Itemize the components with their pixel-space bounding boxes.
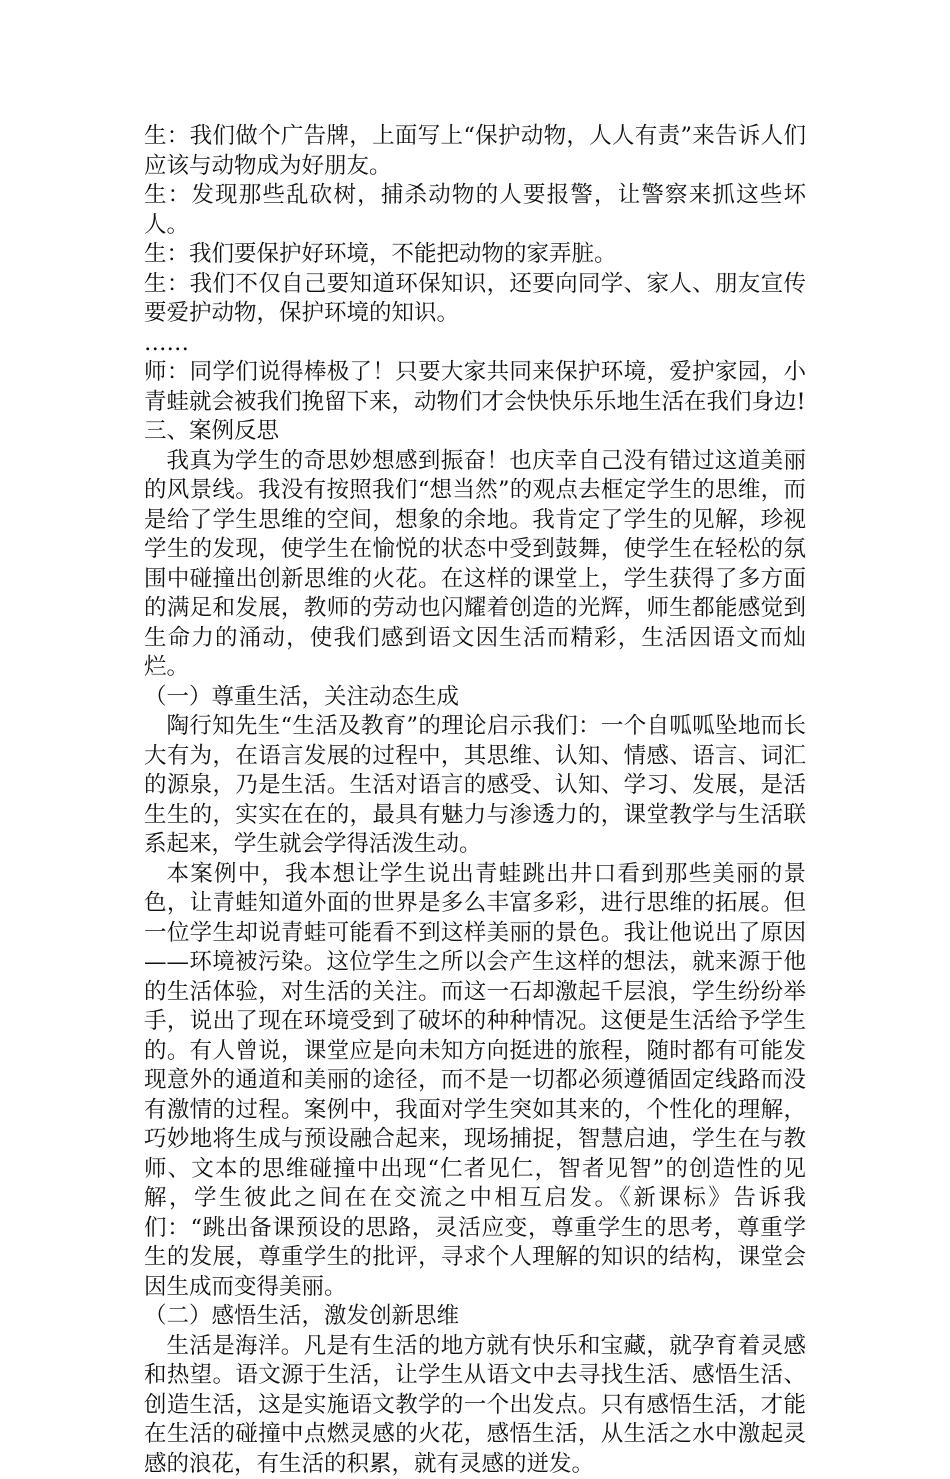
ellipsis-line: …… [144, 329, 806, 359]
document-page [144, 122, 806, 1479]
subsection-2-paragraph: 生活是海洋。凡是有生活的地方就有快乐和宝藏，就孕育着灵感和热望。语文源于生活，让学生从语文中去寻找生活、感悟生活、创造生活，这是实施语文教学的一个出发点。只有感悟生活，才能在生活的碰撞中点燃灵感的火花，感悟生活，从生活之水中激起灵感的浪花，有生活的积累，就有灵感的迸发。 [144, 1332, 806, 1479]
dialogue-line: 生：发现那些乱砍树，捕杀动物的人要报警，让警察来抓这些坏人。 [144, 181, 806, 240]
dialogue-line: 师：同学们说得棒极了！只要大家共同来保护环境，爱护家园，小青蛙就会被我们挽留下来，动物们才会快快乐乐地生活在我们身边! [144, 358, 806, 417]
subsection-heading-2: （二）感悟生活，激发创新思维 [144, 1302, 806, 1332]
section-heading: 三、案例反思 [144, 417, 806, 447]
reflection-paragraph: 我真为学生的奇思妙想感到振奋！也庆幸自己没有错过这道美丽的风景线。我没有按照我们“想当然”的观点去框定学生的思维，而是给了学生思维的空间，想象的余地。我肯定了学生的见解，珍视学生的发现，使学生在愉悦的状态中受到鼓舞，使学生在轻松的氛围中碰撞出创新思维的火花。在这样的课堂上，学生获得了多方面的满足和发展，教师的劳动也闪耀着创造的光辉，师生都能感觉到生命力的涌动，使我们感到语文因生活而精彩，生活因语文而灿烂。 [144, 447, 806, 683]
subsection-1-paragraph: 陶行知先生“生活及教育”的理论启示我们：一个自呱呱坠地而长大有为，在语言发展的过程中，其思维、认知、情感、语言、词汇的源泉，乃是生活。生活对语言的感受、认知、学习、发展，是活生生的，实实在在的，最具有魅力与渗透力的，课堂教学与生活联系起来，学生就会学得活泼生动。 [144, 712, 806, 860]
subsection-1-paragraph: 本案例中，我本想让学生说出青蛙跳出井口看到那些美丽的景色，让青蛙知道外面的世界是多么丰富多彩，进行思维的拓展。但一位学生却说青蛙可能看不到这样美丽的景色。我让他说出了原因——环境被污染。这位学生之所以会产生这样的想法，就来源于他的生活体验，对生活的关注。而这一石却激起千层浪，学生纷纷举手，说出了现在环境受到了破坏的种种情况。这便是生活给予学生的。有人曾说，课堂应是向未知方向挺进的旅程，随时都有可能发现意外的通道和美丽的途径，而不是一切都必须遵循固定线路而没有激情的过程。案例中，我面对学生突如其来的，个性化的理解，巧妙地将生成与预设融合起来，现场捕捉，智慧启迪，学生在与教师、文本的思维碰撞中出现“仁者见仁，智者见智”的创造性的见解，学生彼此之间在在交流之中相互启发。《新课标》告诉我们：“跳出备课预设的思路，灵活应变，尊重学生的思考，尊重学生的发展，尊重学生的批评，寻求个人理解的知识的结构，课堂会因生成而变得美丽。 [144, 860, 806, 1303]
dialogue-line: 生：我们做个广告牌，上面写上“保护动物，人人有责”来告诉人们应该与动物成为好朋友。 [144, 122, 806, 181]
subsection-heading-1: （一）尊重生活，关注动态生成 [144, 683, 806, 713]
dialogue-line: 生：我们不仅自己要知道环保知识，还要向同学、家人、朋友宣传要爱护动物，保护环境的知识。 [144, 270, 806, 329]
dialogue-line: 生：我们要保护好环境，不能把动物的家弄脏。 [144, 240, 806, 270]
